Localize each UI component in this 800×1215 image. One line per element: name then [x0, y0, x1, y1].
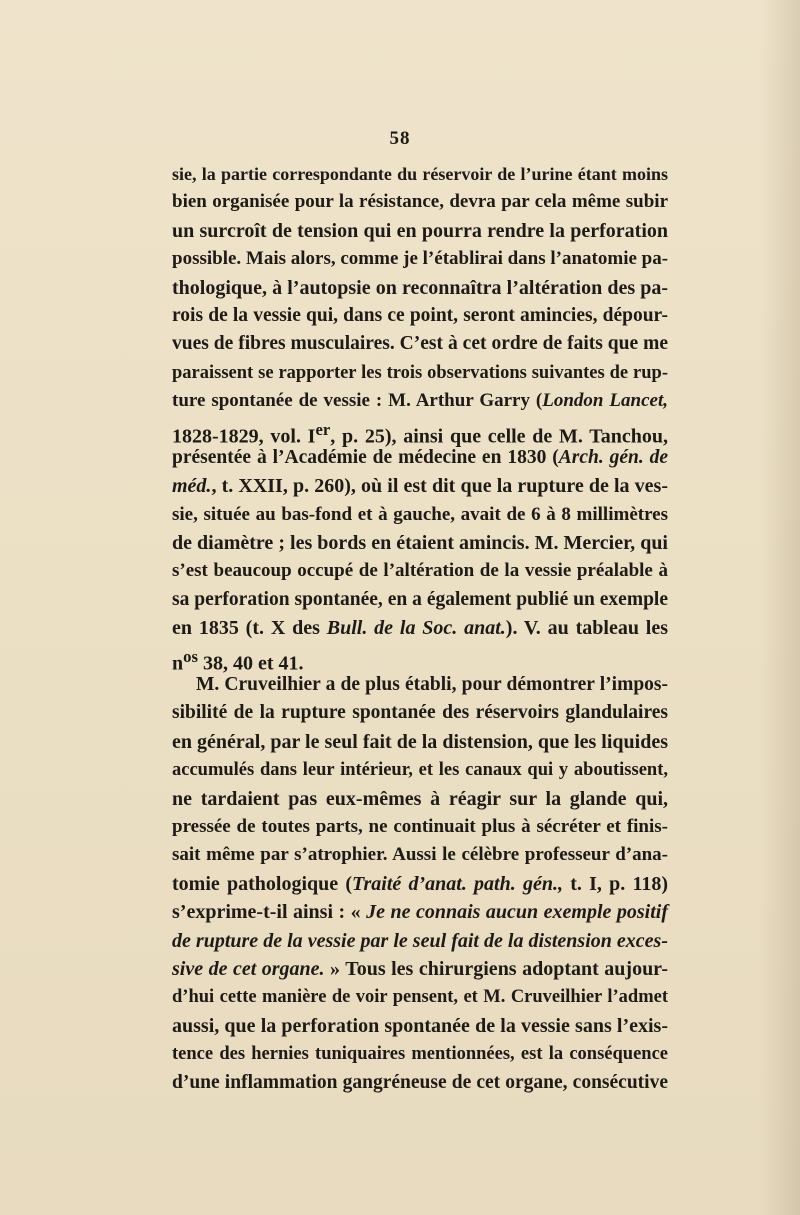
text-line	[172, 472, 668, 500]
text-line	[172, 813, 668, 841]
italic-text: Traité d’anat. path. gén.,	[352, 872, 563, 895]
text-line	[172, 1012, 668, 1040]
text-line	[172, 614, 668, 642]
line-text: s’est beaucoup occupé de l’altération de la vessie préalable à	[172, 560, 668, 582]
line-text: 1828-1829, vol. I	[172, 425, 316, 448]
line-text: thologique, à l’autopsie on reconnaîtra l’altération des pa-	[172, 276, 668, 299]
text-line	[172, 444, 668, 472]
line-text: d’une inflammation gangréneuse de cet organe, consécutive	[172, 1071, 668, 1093]
line-text: paraissent se rapporter les trois observations suivantes de rup-	[172, 362, 668, 383]
line-text: sie, la partie correspondante du réservoir de l’urine étant moins	[172, 164, 668, 184]
line-text: rois de la vessie qui, dans ce point, seront amincies, dépour-	[172, 304, 668, 326]
italic-text: Je ne connais aucun exemple positif	[366, 901, 668, 924]
text-line	[172, 188, 668, 216]
italic-text: Arch. gén. de	[558, 446, 668, 468]
line-text: n	[172, 652, 184, 675]
superscript: os	[183, 646, 198, 666]
line-text: de diamètre ; les bords en étaient amincis. M. Mercier, qui	[172, 532, 668, 555]
text-line	[172, 217, 668, 245]
text-line	[172, 955, 668, 983]
line-text: aussi, que la perforation spontanée de la vessie sans l’exis-	[172, 1014, 668, 1037]
text-line	[172, 302, 668, 330]
text-line	[172, 643, 668, 675]
italic-text: sive de cet organe.	[172, 957, 325, 980]
text-line	[172, 330, 668, 358]
line-text: bien organisée pour la résistance, devra par cela même subir	[172, 191, 668, 213]
line-text: accumulés dans leur intérieur, et les canaux qui y aboutissent,	[172, 760, 668, 781]
text-line	[172, 927, 668, 955]
text-line	[172, 501, 668, 529]
text-line	[172, 1040, 668, 1068]
text-line	[172, 557, 668, 585]
text-line	[172, 728, 668, 756]
text-line	[172, 671, 668, 699]
line-text: s’exprime-t-il ainsi : «	[172, 901, 367, 924]
line-text: ture spontanée de vessie : M. Arthur Garry (	[172, 390, 543, 412]
line-text: sie, située au bas-fond et à gauche, avait de 6 à 8 millimètres	[172, 503, 668, 525]
line-text: , p. 25), ainsi que celle de M. Tanchou,	[330, 425, 668, 448]
line-text: » Tous les chirurgiens adoptant aujour-	[324, 957, 668, 980]
text-line	[172, 359, 668, 387]
body-text	[172, 160, 668, 1097]
line-text: présentée à l’Académie de médecine en 1830 (	[172, 446, 559, 468]
text-line	[172, 870, 668, 898]
page-number: 58	[389, 128, 411, 149]
line-text: , t. XXII, p. 260), où il est dit que la rupture de la ves-	[211, 475, 668, 498]
text-line	[172, 1069, 668, 1097]
text-line	[172, 756, 668, 784]
text-line	[172, 416, 668, 448]
line-text: sa perforation spontanée, en a également publié un exemple	[172, 588, 668, 610]
italic-text: London Lancet,	[542, 390, 668, 412]
line-text: un surcroît de tension qui en pourra rendre la perforation	[172, 219, 668, 242]
line-text: ). V. au tableau les	[505, 617, 668, 640]
line-text: tomie pathologique (	[172, 872, 353, 895]
line-text: tence des hernies tuniquaires mentionnées, est la conséquence	[172, 1044, 668, 1065]
text-line	[172, 983, 668, 1011]
text-line	[172, 898, 668, 926]
line-text: t. I, p. 118)	[562, 872, 668, 895]
text-line	[172, 841, 668, 869]
text-line	[172, 785, 668, 813]
line-text: ne tardaient pas eux-mêmes à réagir sur la glande qui,	[172, 787, 668, 810]
text-line	[172, 699, 668, 727]
italic-text: de rupture de la vessie par le seul fait de la distension exces-	[172, 929, 668, 952]
superscript: er	[315, 419, 331, 439]
line-text: possible. Mais alors, comme je l’établirai dans l’anatomie pa-	[172, 248, 669, 270]
line-text: 38, 40 et 41.	[197, 652, 304, 675]
text-line	[172, 529, 668, 557]
text-line	[172, 586, 668, 614]
line-text: sibilité de la rupture spontanée des réservoirs glandulaires	[172, 702, 668, 724]
text-line	[172, 245, 668, 273]
text-line	[172, 274, 668, 302]
line-text: en général, par le seul fait de la distension, que les liquides	[172, 730, 668, 753]
italic-text: méd.	[172, 475, 212, 498]
line-text: pressée de toutes parts, ne continuait plus à sécréter et finis-	[172, 815, 668, 837]
line-text: M. Cruveilhier a de plus établi, pour démontrer l’impos-	[196, 674, 668, 696]
line-text: vues de fibres musculaires. C’est à cet ordre de faits que me	[172, 333, 668, 355]
italic-text: Bull. de la Soc. anat.	[326, 617, 506, 640]
line-text: sait même par s’atrophier. Aussi le célèbre professeur d’ana-	[172, 844, 668, 866]
text-line	[172, 160, 668, 188]
line-text: en 1835 (t. X des	[172, 617, 327, 640]
line-text: d’hui cette manière de voir pensent, et M. Cruveilhier l’admet	[172, 987, 668, 1008]
text-line	[172, 387, 668, 415]
